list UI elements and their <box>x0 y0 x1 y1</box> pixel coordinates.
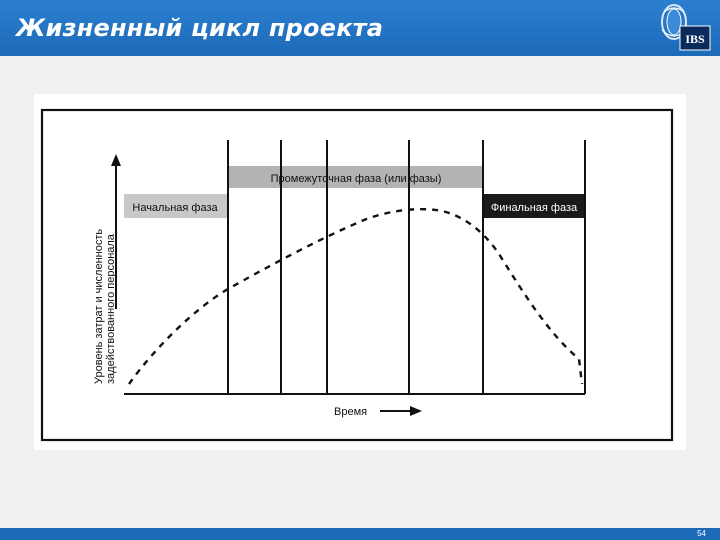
y-axis-label-line2: задействованного персонала <box>105 234 117 384</box>
phase-label-final: Финальная фаза <box>490 202 578 214</box>
x-axis-label: Время <box>334 406 368 418</box>
phase-label-intermediate: Промежуточная фаза (или фазы) <box>270 173 442 185</box>
phase-label-initial: Начальная фаза <box>132 202 218 214</box>
footer-bar <box>0 528 720 540</box>
ibs-logo-icon <box>646 2 716 54</box>
project-lifecycle-diagram <box>34 94 686 450</box>
page-number: 54 <box>697 529 706 538</box>
diagram-frame <box>42 110 672 440</box>
logo-text: IBS <box>685 32 705 46</box>
x-axis-arrowhead <box>410 406 422 416</box>
y-axis-label-line1: Уровень затрат и численность <box>93 228 105 384</box>
effort-curve <box>129 209 582 384</box>
page-title: Жизненный цикл проекта <box>16 14 384 42</box>
y-axis-arrowhead <box>111 154 121 166</box>
diagram-figure <box>34 94 686 450</box>
header-bar <box>0 0 720 56</box>
